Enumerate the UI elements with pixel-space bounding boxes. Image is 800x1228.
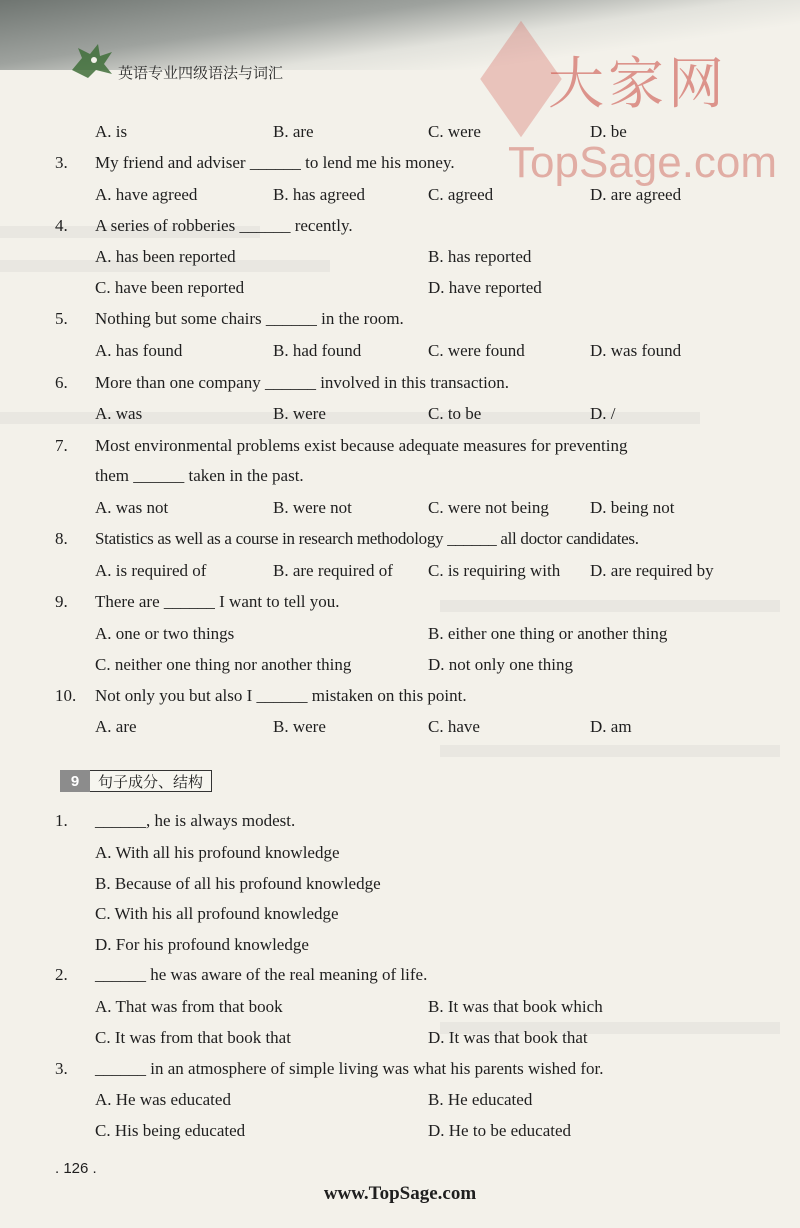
watermark-logo: 大家网 bbox=[548, 52, 728, 117]
q9-option-b: B. either one thing or another thing bbox=[428, 624, 668, 643]
q3-stem: My friend and adviser ______ to lend me his money. bbox=[95, 153, 455, 172]
q9-option-d: D. not only one thing bbox=[428, 655, 573, 674]
q8-stem: Statistics as well as a course in research methodology ______ all doctor candidates. bbox=[95, 529, 639, 548]
s9-q3-option-c: C. His being educated bbox=[95, 1121, 246, 1140]
q7-option-d: D. being not bbox=[590, 498, 675, 517]
q9-stem: There are ______ I want to tell you. bbox=[95, 592, 340, 611]
s9-q3-stem: ______ in an atmosphere of simple living was what his parents wished for. bbox=[95, 1059, 604, 1078]
q3-option-b: B. has agreed bbox=[273, 185, 366, 204]
q5-option-d: D. was found bbox=[590, 341, 682, 360]
q7-stem-continued: them ______ taken in the past. bbox=[95, 466, 304, 485]
s9-q1-option-d: D. For his profound knowledge bbox=[95, 935, 309, 954]
q2-option-a: A. is bbox=[95, 122, 128, 141]
s9-q2-number: 2. bbox=[55, 965, 68, 984]
s9-q2-option-b: B. It was that book which bbox=[428, 997, 603, 1016]
q5-stem: Nothing but some chairs ______ in the room. bbox=[95, 309, 404, 328]
s9-q3-option-a: A. He was educated bbox=[95, 1090, 231, 1109]
s9-q2-option-c: C. It was from that book that bbox=[95, 1028, 291, 1047]
s9-q2-stem: ______ he was aware of the real meaning of life. bbox=[95, 965, 428, 984]
q10-stem: Not only you but also I ______ mistaken on this point. bbox=[95, 686, 467, 705]
q6-option-d: D. / bbox=[590, 404, 616, 423]
s9-q3-option-d: D. He to be educated bbox=[428, 1121, 572, 1140]
watermark-site: TopSage.com bbox=[508, 138, 778, 187]
q6-option-a: A. was bbox=[95, 404, 143, 423]
q2-option-c: C. were bbox=[428, 122, 481, 141]
q4-number: 4. bbox=[55, 216, 68, 235]
q10-option-d: D. am bbox=[590, 717, 632, 736]
q6-option-b: B. were bbox=[273, 404, 326, 423]
q9-option-c: C. neither one thing nor another thing bbox=[95, 655, 352, 674]
q4-stem: A series of robberies ______ recently. bbox=[95, 216, 353, 235]
q4-option-c: C. have been reported bbox=[95, 278, 245, 297]
q9-number: 9. bbox=[55, 592, 68, 611]
section-title: 句子成分、结构 bbox=[90, 770, 212, 792]
page-number: . 126 . bbox=[55, 1160, 97, 1177]
q5-option-a: A. has found bbox=[95, 341, 183, 360]
s9-q1-number: 1. bbox=[55, 811, 68, 830]
s9-q2-option-d: D. It was that book that bbox=[428, 1028, 588, 1047]
q8-option-b: B. are required of bbox=[273, 561, 393, 580]
q6-number: 6. bbox=[55, 373, 68, 392]
footer-url[interactable]: www.TopSage.com bbox=[323, 1183, 477, 1204]
q8-option-c: C. is requiring with bbox=[428, 561, 561, 580]
s9-q1-stem: ______, he is always modest. bbox=[95, 811, 296, 830]
q8-option-a: A. is required of bbox=[95, 561, 207, 580]
q4-option-a: A. has been reported bbox=[95, 247, 236, 266]
section-number: 9 bbox=[60, 770, 90, 792]
s9-q1-option-c: C. With his all profound knowledge bbox=[95, 904, 339, 923]
q5-number: 5. bbox=[55, 309, 68, 328]
q3-option-d: D. are agreed bbox=[590, 185, 682, 204]
q7-number: 7. bbox=[55, 436, 68, 455]
q6-stem: More than one company ______ involved in this transaction. bbox=[95, 373, 510, 392]
dragon-mascot-icon bbox=[68, 40, 116, 80]
q10-number: 10. bbox=[55, 686, 77, 705]
q7-option-b: B. were not bbox=[273, 498, 352, 517]
book-title: 英语专业四级语法与词汇 bbox=[118, 64, 284, 82]
q9-option-a: A. one or two things bbox=[95, 624, 235, 643]
q10-option-b: B. were bbox=[273, 717, 326, 736]
q8-option-d: D. are required by bbox=[590, 561, 714, 580]
q10-option-a: A. are bbox=[95, 717, 137, 736]
q5-option-c: C. were found bbox=[428, 341, 525, 360]
q3-option-c: C. agreed bbox=[428, 185, 494, 204]
s9-q3-number: 3. bbox=[55, 1059, 68, 1078]
s9-q1-option-a: A. With all his profound knowledge bbox=[95, 843, 340, 862]
q10-option-c: C. have bbox=[428, 717, 480, 736]
q2-option-b: B. are bbox=[273, 122, 314, 141]
q2-option-d: D. be bbox=[590, 122, 627, 141]
section-heading bbox=[60, 770, 212, 792]
q6-option-c: C. to be bbox=[428, 404, 482, 423]
q4-option-b: B. has reported bbox=[428, 247, 532, 266]
s9-q1-option-b: B. Because of all his profound knowledge bbox=[95, 874, 381, 893]
q7-option-a: A. was not bbox=[95, 498, 169, 517]
q3-option-a: A. have agreed bbox=[95, 185, 198, 204]
s9-q2-option-a: A. That was from that book bbox=[95, 997, 283, 1016]
q5-option-b: B. had found bbox=[273, 341, 362, 360]
q7-stem: Most environmental problems exist because adequate measures for preventing bbox=[95, 436, 628, 455]
q4-option-d: D. have reported bbox=[428, 278, 542, 297]
q7-option-c: C. were not being bbox=[428, 498, 549, 517]
s9-q3-option-b: B. He educated bbox=[428, 1090, 533, 1109]
q3-number: 3. bbox=[55, 153, 68, 172]
q8-number: 8. bbox=[55, 529, 68, 548]
